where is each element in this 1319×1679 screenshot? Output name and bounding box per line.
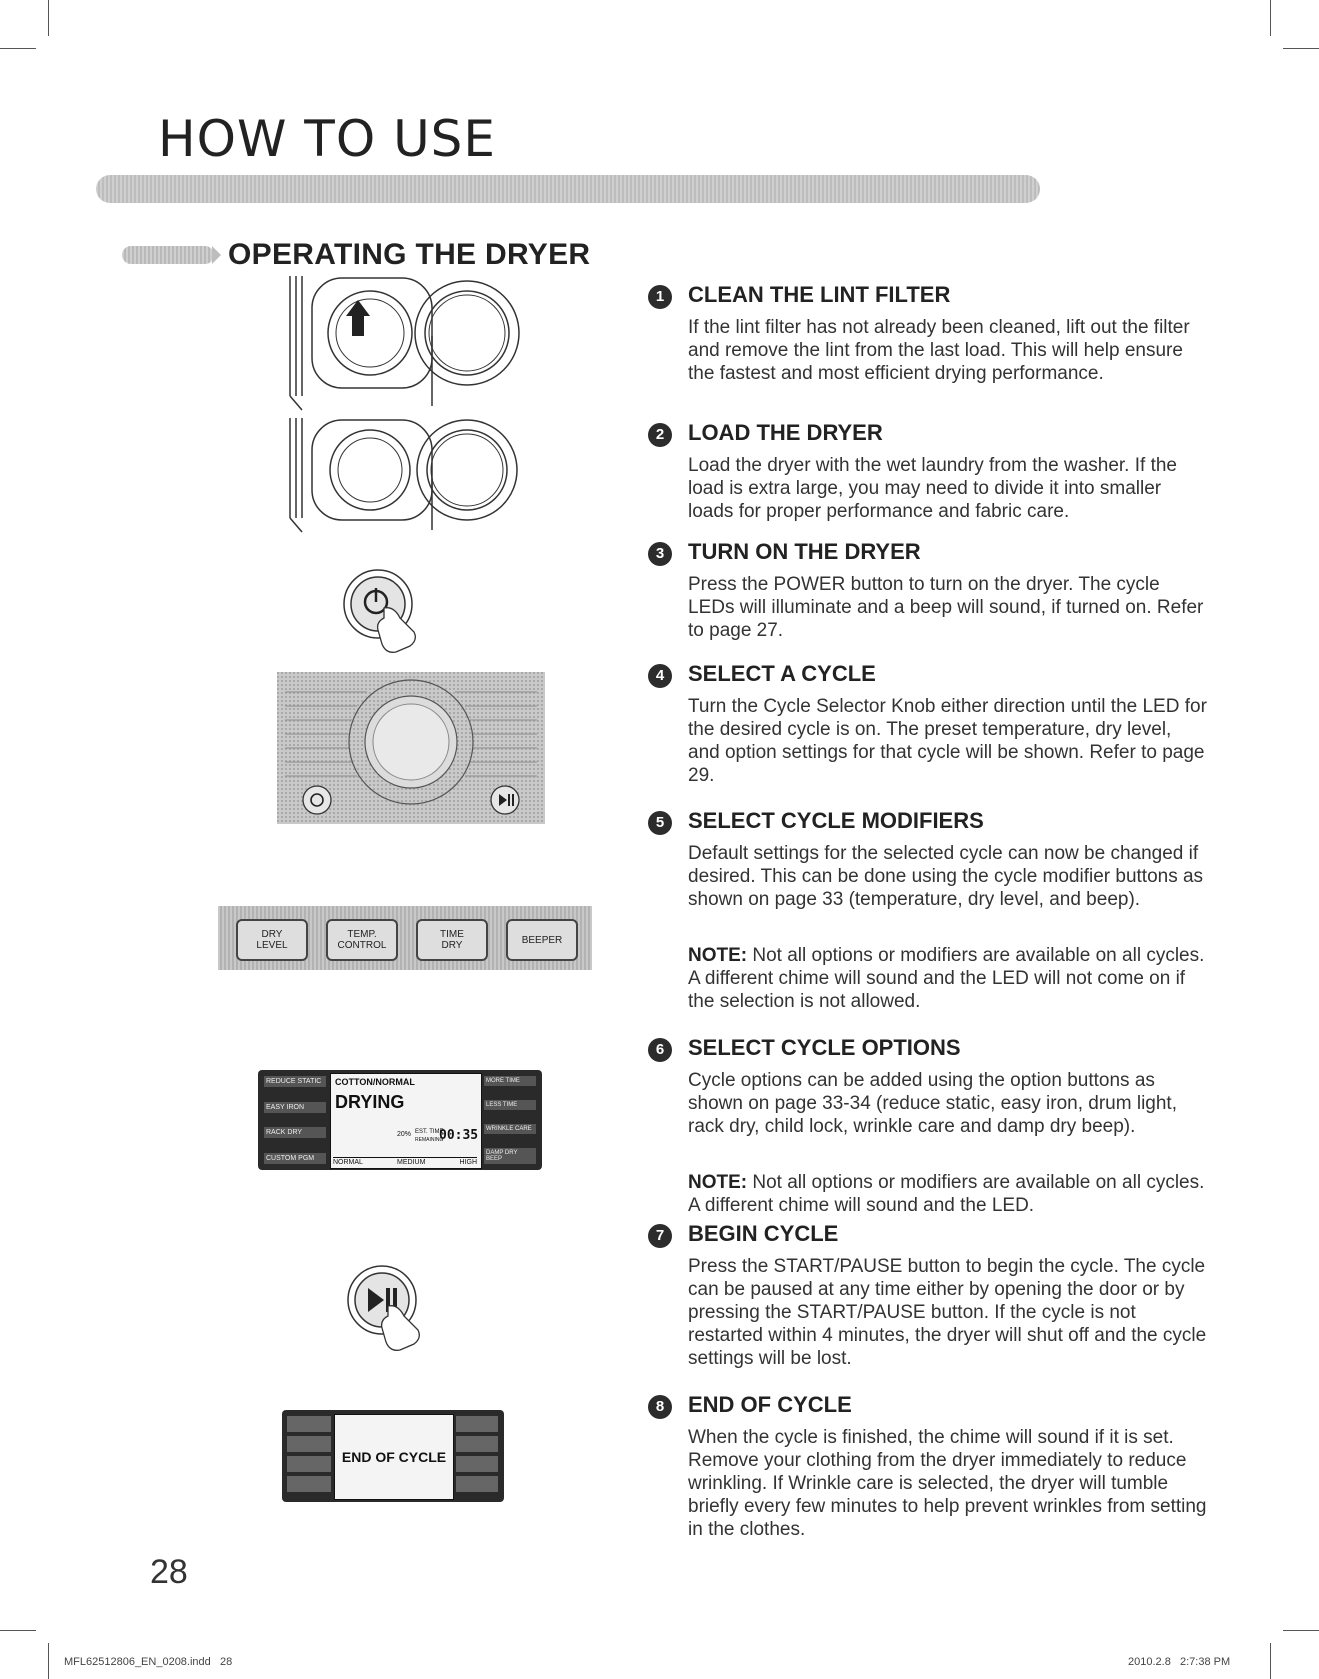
option-label: RACK DRY	[264, 1127, 326, 1138]
step-body: Cycle options can be added using the option buttons as shown on page 33-34 (reduce static, easy iron, drum light, rack dry, child lock, wrinkle care and damp dry beep).	[688, 1070, 1177, 1137]
step-number-badge: 6	[648, 1038, 672, 1062]
lcd-level: HIGH	[459, 1159, 477, 1166]
step-end-of-cycle	[648, 1392, 1208, 1542]
step-title: SELECT CYCLE OPTIONS	[688, 1035, 961, 1060]
lcd-time: 00:35	[439, 1128, 479, 1143]
step-title: CLEAN THE LINT FILTER	[688, 282, 951, 307]
step-select-cycle-options	[648, 1035, 1208, 1220]
lcd-est-time-label: EST. TIME	[415, 1129, 444, 1135]
step-body: If the lint filter has not already been cleaned, lift out the filter and remove the lint from the last load. This will help ensure the fastest and most efficient drying performance.	[688, 317, 1190, 384]
note-label: NOTE:	[688, 945, 748, 966]
lcd-status: DRYING	[335, 1092, 405, 1112]
end-of-cycle-display	[282, 1410, 504, 1502]
step-note	[688, 944, 1208, 1013]
step-number-badge: 7	[648, 1224, 672, 1248]
page-number: 28	[150, 1553, 188, 1591]
section-title: OPERATING THE DRYER	[228, 238, 591, 271]
page-heading: HOW TO USE	[158, 110, 497, 168]
note-label: NOTE:	[688, 1172, 748, 1193]
modifier-button-dry-level	[236, 919, 308, 961]
left-options-strip	[287, 1416, 331, 1496]
crop-mark	[1270, 0, 1271, 36]
lcd-screen	[334, 1414, 454, 1500]
load-dryer-illustration	[282, 418, 532, 538]
right-options-strip	[456, 1416, 498, 1496]
step-number-badge: 5	[648, 811, 672, 835]
crop-mark	[1283, 1630, 1319, 1631]
note-text: Not all options or modifiers are available on all cycles. A different chime will sound and the LED.	[688, 1172, 1205, 1216]
lcd-percent: 20%	[397, 1131, 412, 1138]
left-options-column	[264, 1076, 326, 1164]
option-label: WRINKLE CARE	[484, 1124, 536, 1134]
crop-mark	[48, 1643, 49, 1679]
step-title: TURN ON THE DRYER	[688, 539, 921, 564]
step-title: END OF CYCLE	[688, 1392, 852, 1417]
modifier-button-label: TIME DRY	[440, 929, 464, 951]
step-begin-cycle	[648, 1221, 1208, 1371]
crop-mark	[0, 48, 36, 49]
modifier-button-time-dry	[416, 919, 488, 961]
step-body: Press the START/PAUSE button to begin the cycle. The cycle can be paused at any time either by opening the door or by pressing the START/PAUSE button. If the cycle is not restarted within 4 minutes, the dryer will shut off and the cycle settings will be lost.	[688, 1256, 1207, 1369]
step-select-cycle-modifiers	[648, 808, 1208, 1018]
step-body: Press the POWER button to turn on the dryer. The cycle LEDs will illuminate and a beep will sound, if turned on. Refer to page 27.	[688, 574, 1204, 641]
power-button-illustration	[334, 566, 434, 656]
step-title: SELECT CYCLE MODIFIERS	[688, 808, 984, 833]
crop-mark	[1283, 48, 1319, 49]
lcd-remaining-label: REMAINING	[415, 1137, 444, 1143]
step-title: LOAD THE DRYER	[688, 420, 883, 445]
modifier-button-beeper	[506, 919, 578, 961]
step-body: When the cycle is finished, the chime will sound if it is set. Remove your clothing from the dryer immediately to reduce wrinkling. If Wrinkle care is selected, the dryer will tumble briefly every few minutes to help prevent wrinkles from setting in the clothes.	[688, 1427, 1207, 1540]
drying-display-panel	[258, 1070, 542, 1170]
step-title: BEGIN CYCLE	[688, 1221, 839, 1246]
step-clean-lint-filter	[648, 282, 1208, 412]
option-label: REDUCE STATIC	[264, 1076, 326, 1087]
cycle-selector-panel	[277, 672, 545, 824]
option-label: DAMP DRY BEEP	[484, 1148, 536, 1164]
step-number-badge: 3	[648, 542, 672, 566]
modifier-button-temp-control	[326, 919, 398, 961]
crop-mark	[0, 1630, 36, 1631]
step-load-dryer	[648, 420, 1208, 530]
lcd-levels	[333, 1157, 477, 1166]
section-decor-pill	[122, 246, 214, 264]
end-of-cycle-message: END OF CYCLE	[341, 1449, 447, 1465]
step-body: Turn the Cycle Selector Knob either direction until the LED for the desired cycle is on. The preset temperature, dry level, and option settings for that cycle will be shown. Refer to page 29.	[688, 696, 1207, 786]
step-number-badge: 4	[648, 664, 672, 688]
footer-file-name: MFL62512806_EN_0208.indd 28	[64, 1656, 233, 1668]
modifier-buttons-panel	[218, 906, 592, 970]
modifier-button-label: DRY LEVEL	[256, 929, 288, 951]
lcd-level: NORMAL	[333, 1159, 363, 1166]
lcd-level: MEDIUM	[397, 1159, 426, 1166]
step-note	[688, 1171, 1208, 1217]
modifier-button-label: BEEPER	[521, 934, 563, 946]
header-decor-bar	[96, 175, 1040, 203]
crop-mark	[48, 0, 49, 36]
footer-date: 2010.2.8 2:7:38 PM	[1128, 1656, 1231, 1668]
start-pause-button-illustration	[338, 1262, 438, 1352]
right-options-column	[484, 1076, 536, 1164]
step-number-badge: 1	[648, 285, 672, 309]
step-title: SELECT A CYCLE	[688, 661, 876, 686]
modifier-button-label: TEMP. CONTROL	[337, 929, 387, 951]
step-number-badge: 2	[648, 423, 672, 447]
note-text: Not all options or modifiers are available on all cycles. A different chime will sound and the LED will not come on if the selection is not allowed.	[688, 945, 1205, 1012]
lcd-screen	[330, 1073, 482, 1169]
step-select-cycle	[648, 661, 1208, 791]
lcd-cycle-name: COTTON/NORMAL	[335, 1077, 415, 1087]
option-label: EASY IRON	[264, 1102, 326, 1113]
step-body: Load the dryer with the wet laundry from the washer. If the load is extra large, you may need to divide it into smaller loads for proper performance and fabric care.	[688, 455, 1177, 522]
crop-mark	[1270, 1643, 1271, 1679]
step-turn-on-dryer	[648, 539, 1208, 649]
step-body: Default settings for the selected cycle can now be changed if desired. This can be done using the cycle modifier buttons as shown on page 33 (temperature, dry level, and beep).	[688, 843, 1204, 910]
section-decor-arrow	[212, 246, 221, 264]
lint-filter-illustration	[282, 276, 532, 416]
option-label: LESS TIME	[484, 1100, 536, 1110]
option-label: MORE TIME	[484, 1076, 536, 1086]
step-number-badge: 8	[648, 1395, 672, 1419]
option-label: CUSTOM PGM	[264, 1153, 326, 1164]
